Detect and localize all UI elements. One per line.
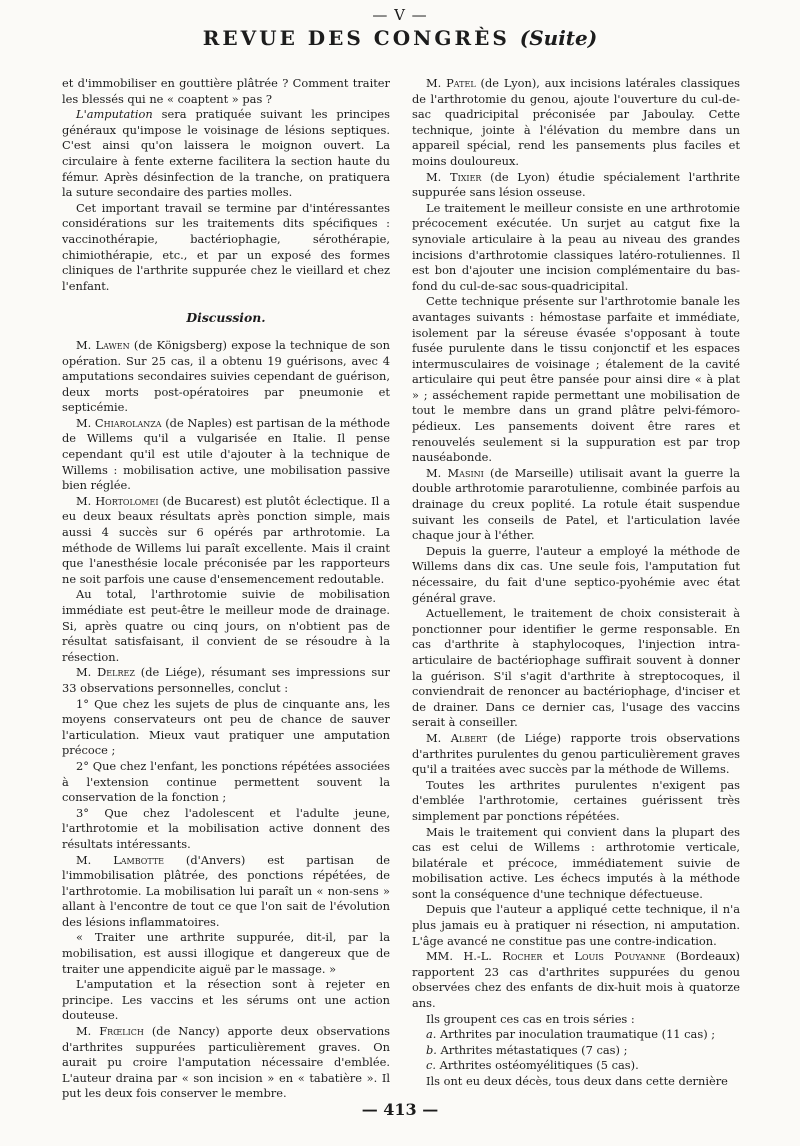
paragraph-text: (de Lyon) étudie spécialement l'arthrite suppurée sans lésion osseuse. xyxy=(412,169,740,200)
paragraph-text: (de Liége), résumant ses impressions sur 33 observations personnelles, conclut : xyxy=(62,665,390,695)
paragraph-text: (d'Anvers) est partisan de l'immobilisation plâtrée, des ponctions répétées, de l'arthrotomie. La mobilisation lui paraît un « non-sens » allant à l'encontre de tout ce que l'on sait de l'évolution des lésions inflammatoires. xyxy=(62,852,390,929)
paragraph: Le traitement le meilleur consiste en une arthrotomie précocement exécutée. Un surjet au catgut fixe la synoviale articulaire à la peau au niveau des grandes incisions d'arthrotomie classiques latéro-rotuliennes. Il est bon d'ajouter une incision complémentaire du bas-fond du cul-de-sac sous-quadricipital. xyxy=(412,200,740,293)
paragraph-text: (Bordeaux) rapportent 23 cas d'arthrites suppurées du genou observées chez des enfants de dix-huit mois à quatorze ans. xyxy=(412,949,740,1011)
conclusion-item: 2° Que chez l'enfant, les ponctions répétées associées à l'extension continue permettent souvent la conservation de la fonction ; xyxy=(62,758,390,805)
roman-page-number: — V — xyxy=(372,6,428,24)
paragraph xyxy=(412,170,740,201)
author-name: M. Delrez xyxy=(76,665,135,680)
paragraph-text: et xyxy=(542,949,575,964)
series-item xyxy=(412,1043,740,1059)
paragraph: Au total, l'arthrotomie suivie de mobilisation immédiate est peut-être le meilleur mode de drainage. Si, après quatre ou cinq jours, on n'obtient pas de résultat satisfaisant, il convient de se résoudre à la résection. xyxy=(62,587,390,664)
conclusion-item: 3° Que chez l'adolescent et l'adulte jeune, l'arthrotomie et la mobilisation active donnent des résultats intéressants. xyxy=(62,805,390,851)
paragraph-text: (de Königsberg) expose la technique de son opération. Sur 25 cas, il a obtenu 19 guérisons, avec 4 amputations secondaires suivies cependant de guérison, deux morts post-opératoires par pneumonie et septicémie. xyxy=(62,337,390,415)
paragraph xyxy=(62,665,390,696)
series-text: Arthrites métastatiques (7 cas) ; xyxy=(436,1042,628,1057)
paragraph-text: MM. xyxy=(426,949,464,964)
paragraph-text: (de Lyon), aux incisions latérales classiques de l'arthrotomie du genou, ajoute l'ouverture du cul-de-sac quadricipital préconisée par Jaboulay. Cette technique, jointe à l'élévation du membre dans un appareil spécial, rend les pansements plus faciles et moins douloureux. xyxy=(412,76,740,168)
author-name: H.-L. Rocher xyxy=(463,949,543,964)
paragraph: Actuellement, le traitement de choix consisterait à ponctionner pour identifier le germe responsable. En cas d'arthrite à staphylocoques, l'injection intra-articulaire de bactériophage suffirait souvent à donner la guérison. S'il s'agit d'arthrite à streptocoques, il conviendrait de renoncer au bactériophage, d'inciser et de drainer. Dans ce dernier cas, l'usage des vaccins serait à conseiller. xyxy=(412,606,740,730)
series-text: Arthrites ostéomyélitiques (5 cas). xyxy=(436,1058,639,1073)
paragraph: Cet important travail se termine par d'intéressantes considérations sur les traitements dits spécifiques : vaccinothérapie, bactériophagie, sérothérapie, chimiothérapie, etc., et par un exposé des formes cliniques de l'arthrite suppurée chez le vieillard et chez l'enfant. xyxy=(62,200,390,293)
author-name: M. Patel xyxy=(426,76,476,90)
series-item xyxy=(412,1027,740,1043)
author-name: M. Lawen xyxy=(76,337,130,352)
paragraph-text: (de Marseille) utilisait avant la guerre la double arthrotomie pararotulienne, combinée parfois au drainage du creux poplité. La rotule était suspendue suivant les conseils de Patel, et l'articulation lavée chaque jour à l'éther. xyxy=(412,465,740,543)
paragraph: L'amputation et la résection sont à rejeter en principe. Les vaccins et les sérums ont une action douteuse. xyxy=(62,977,390,1023)
series-label: b. xyxy=(426,1042,437,1057)
quote-paragraph: « Traiter une arthrite suppurée, dit-il, par la mobilisation, est aussi illogique et dangereux que de traiter une appendicite aiguë par le massage. » xyxy=(62,930,390,976)
left-column xyxy=(62,76,390,1102)
section-heading: Discussion. xyxy=(186,310,266,326)
author-name: M. Frœlich xyxy=(76,1024,144,1039)
right-column xyxy=(412,76,740,1090)
conclusion-item: 1° Que chez les sujets de plus de cinquante ans, les moyens conservateurs ont peu de chance de sauver l'articulation. Mieux vaut pratiquer une amputation précoce ; xyxy=(62,696,390,758)
paragraph-text: (de Bucarest) est plutôt éclectique. Il a eu deux beaux résultats après ponction simple, mais aussi 4 succès sur 6 opérés par arthrotomie. La méthode de Willems lui paraît excellente. Mais il craint que l'anesthésie locale préconisée par les rapporteurs ne soit parfois une cause d'ensemencement redoutable. xyxy=(62,493,390,586)
paragraph xyxy=(412,731,740,778)
paragraph xyxy=(412,466,740,544)
series-text: Arthrites par inoculation traumatique (11 cas) ; xyxy=(436,1027,716,1042)
paragraph-text: (de Nancy) apporte deux observations d'arthrites suppurées particulièrement graves. On aurait pu croire l'amputation nécessaire d'emblée. L'auteur draina par « son incision » en « tabatière ». Il put les deux fois conserver le membre. xyxy=(62,1024,391,1101)
paragraph xyxy=(62,853,390,931)
paragraph: et d'immobiliser en gouttière plâtrée ? Comment traiter les blessés qui ne « coaptent » pas ? xyxy=(62,76,390,106)
series-label: a. xyxy=(426,1027,437,1042)
italic-lead: L'amputation xyxy=(76,107,153,122)
paragraph: Toutes les arthrites purulentes n'exigent pas d'emblée l'arthrotomie, certaines guérissent très simplement par ponctions répétées. xyxy=(412,777,740,823)
author-name: M. Tixier xyxy=(426,169,482,184)
title-suffix: (Suite) xyxy=(519,26,598,50)
paragraph xyxy=(62,1024,390,1102)
author-name: M. Albert xyxy=(426,730,488,745)
paragraph: Ils groupent ces cas en trois séries : xyxy=(426,1011,635,1026)
paragraph-text: (de Naples) est partisan de la méthode de Willems qu'il a vulgarisée en Italie. Il pense cependant qu'il est utile d'ajouter à la technique de Willems : mobilisation active, une mobilisation passive bien réglée. xyxy=(62,415,390,493)
paragraph xyxy=(412,76,740,170)
paragraph: Depuis la guerre, l'auteur a employé la méthode de Willems dans dix cas. Une seule fois, l'amputation fut nécessaire, du fait d'une septico-pyohémie avec état général grave. xyxy=(412,543,740,605)
paragraph-text: sera pratiquée suivant les principes généraux qu'impose le voisinage de lésions septiques. C'est ainsi qu'on laissera le moignon ouvert. La circulaire à fente externe facilitera la section haute du fémur. Après désinfection de la tranche, on pratiquera la suture secondaire des parties molles. xyxy=(62,107,390,200)
paragraph-text: (de Liége) rapporte trois observations d'arthrites purulentes du genou particulièrement graves qu'il a traitées avec succès par la méthode de Willems. xyxy=(412,730,741,777)
author-name: M. Masini xyxy=(426,465,484,480)
paragraph: Depuis que l'auteur a appliqué cette technique, il n'a plus jamais eu à pratiquer ni résection, ni amputation. L'âge avancé ne constitue pas une contre-indication. xyxy=(412,902,740,948)
author-name: Louis Pouyanne xyxy=(574,949,666,964)
paragraph xyxy=(62,416,390,494)
paragraph xyxy=(62,107,390,201)
paragraph xyxy=(62,494,390,588)
page-number: — 413 — xyxy=(361,1100,439,1119)
title-main: REVUE DES CONGRÈS xyxy=(202,26,510,50)
paragraph: Cette technique présente sur l'arthrotomie banale les avantages suivants : hémostase parfaite et immédiate, isolement par la séreuse évasée s'opposant à toute fusée purulente dans le tissu conjonctif et les espaces intermusculaires de voisinage ; étalement de la cavité articulaire qui peut être pansée pour ainsi dire « à plat » ; asséchement rapide permettant une mobilisation de tout le membre dans un grand plâtre pelvi-fémoro-pédieux. Les pansements doivent être rares et renouvelés seulement si la suppuration est par trop nauséabonde. xyxy=(412,294,740,465)
author-name: M. Hortolomei xyxy=(76,493,159,508)
paragraph: Mais le traitement qui convient dans la plupart des cas est celui de Willems : arthrotomie verticale, bilatérale et précoce, immédiatement suivie de mobilisation active. Les échecs imputés à la méthode sont la conséquence d'une technique défectueuse. xyxy=(412,824,740,901)
author-name: M. Chiarolanza xyxy=(76,415,162,430)
paragraph xyxy=(412,949,740,1011)
journal-title xyxy=(0,26,800,50)
paragraph xyxy=(62,338,390,416)
paragraph: Ils ont eu deux décès, tous deux dans cette dernière xyxy=(426,1074,728,1088)
series-label: c. xyxy=(426,1058,437,1073)
series-item xyxy=(412,1058,740,1074)
author-name: M. Lambotte xyxy=(76,852,164,867)
